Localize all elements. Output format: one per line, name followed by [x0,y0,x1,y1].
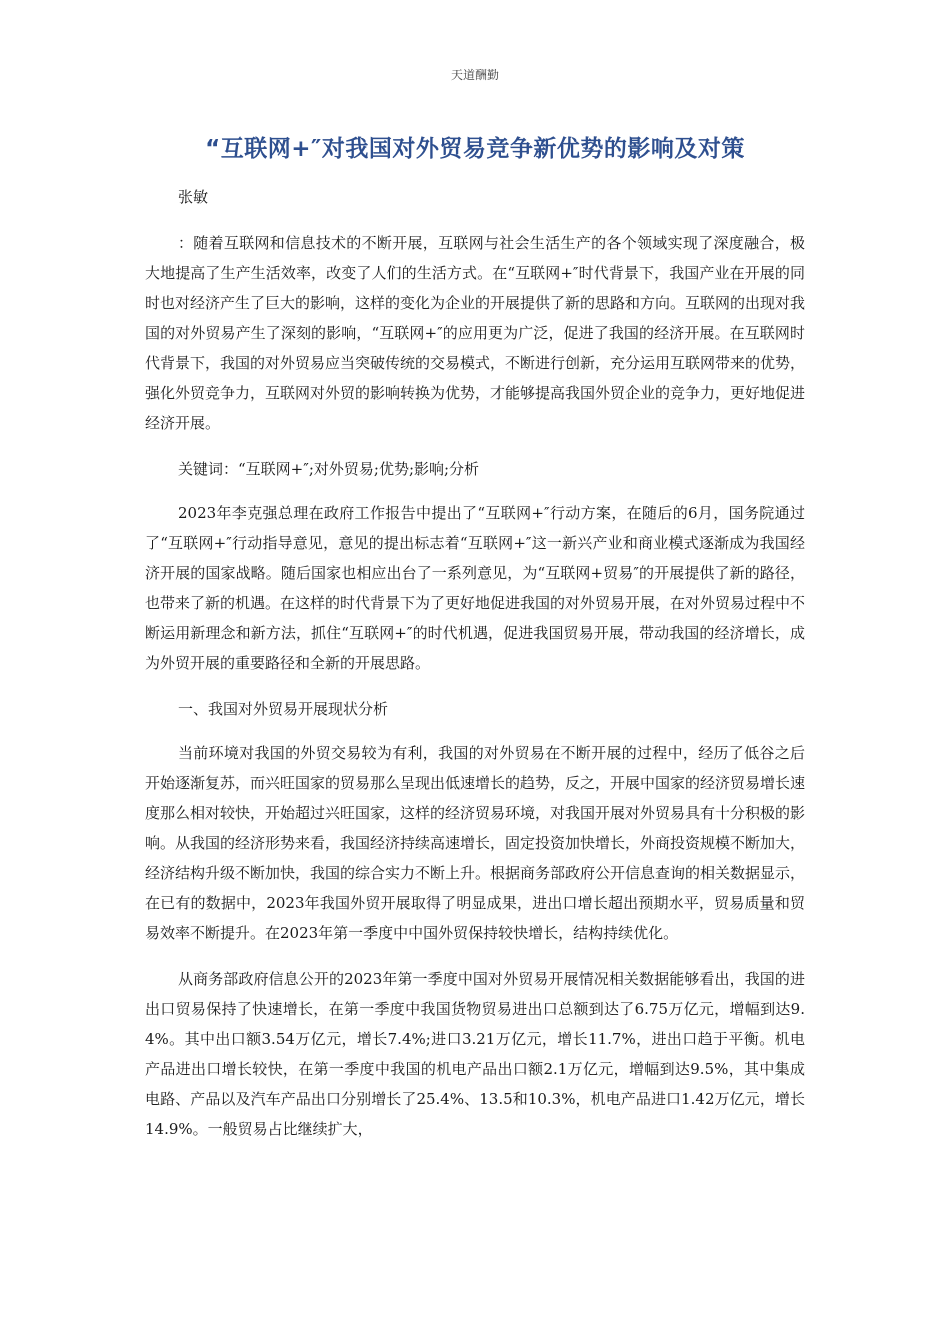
page-header: 天道酬勤 [450,68,499,82]
author-name: 张敏 [178,188,209,206]
document-body [145,228,805,1160]
keywords-paragraph: 关键词：“互联网+″;对外贸易;优势;影响;分析 [178,460,480,478]
body-paragraph: 当前环境对我国的外贸交易较为有利，我国的对外贸易在不断开展的过程中，经历了低谷之后开始逐渐复苏，而兴旺国家的贸易那么呈现出低速增长的趋势，反之，开展中国家的经济贸易增长速度那么相对较快，开始超过兴旺国家，这样的经济贸易环境，对我国开展对外贸易具有十分积极的影响。从我国的经济形势来看，我国经济持续高速增长，固定投资加快增长，外商投资规模不断加大，经济结构升级不断加快，我国的综合实力不断上升。根据商务部政府公开信息查询的相关数据显示，在已有的数据中，2023年我国外贸开展取得了明显成果，进出口增长超出预期水平，贸易质量和贸易效率不断提升。在2023年第一季度中中国外贸保持较快增长，结构持续优化。 [145,744,806,942]
section-heading: 一、我国对外贸易开展现状分析 [178,700,389,718]
body-paragraph: 从商务部政府信息公开的2023年第一季度中国对外贸易开展情况相关数据能够看出，我国的进出口贸易保持了快速增长，在第一季度中我国货物贸易进出口总额到达了6.75万亿元，增幅到达9.4%。其中出口额3.54万亿元，增长7.4%;进口3.21万亿元，增长11.7%，进出口趋于平衡。机电产品进出口增长较快，在第一季度中我国的机电产品出口额2.1万亿元，增幅到达9.5%，其中集成电路、产品以及汽车产品出口分别增长了25.4%、13.5和10.3%，机电产品进口1.42万亿元，增长14.9%。一般贸易占比继续扩大， [145,970,805,1138]
document-title: “互联网+″对我国对外贸易竞争新优势的影响及对策 [205,136,745,162]
abstract-paragraph: ：随着互联网和信息技术的不断开展，互联网与社会生活生产的各个领域实现了深度融合，极大地提高了生产生活效率，改变了人们的生活方式。在“互联网+″时代背景下，我国产业在开展的同时也对经济产生了巨大的影响，这样的变化为企业的开展提供了新的思路和方向。互联网的出现对我国的对外贸易产生了深刻的影响，“互联网+″的应用更为广泛，促进了我国的经济开展。在互联网时代背景下，我国的对外贸易应当突破传统的交易模式，不断进行创新，充分运用互联网带来的优势，强化外贸竞争力，互联网对外贸的影响转换为优势，才能够提高我国外贸企业的竞争力，更好地促进经济开展。 [145,234,806,432]
body-paragraph: 2023年李克强总理在政府工作报告中提出了“互联网+″行动方案，在随后的6月，国务院通过了“互联网+″行动指导意见，意见的提出标志着“互联网+″这一新兴产业和商业模式逐渐成为我国经济开展的国家战略。随后国家也相应出台了一系列意见，为“互联网+贸易″的开展提供了新的路径，也带来了新的机遇。在这样的时代背景下为了更好地促进我国的对外贸易开展，在对外贸易过程中不断运用新理念和新方法，抓住“互联网+″的时代机遇，促进我国贸易开展，带动我国的经济增长，成为外贸开展的重要路径和全新的开展思路。 [145,504,806,672]
